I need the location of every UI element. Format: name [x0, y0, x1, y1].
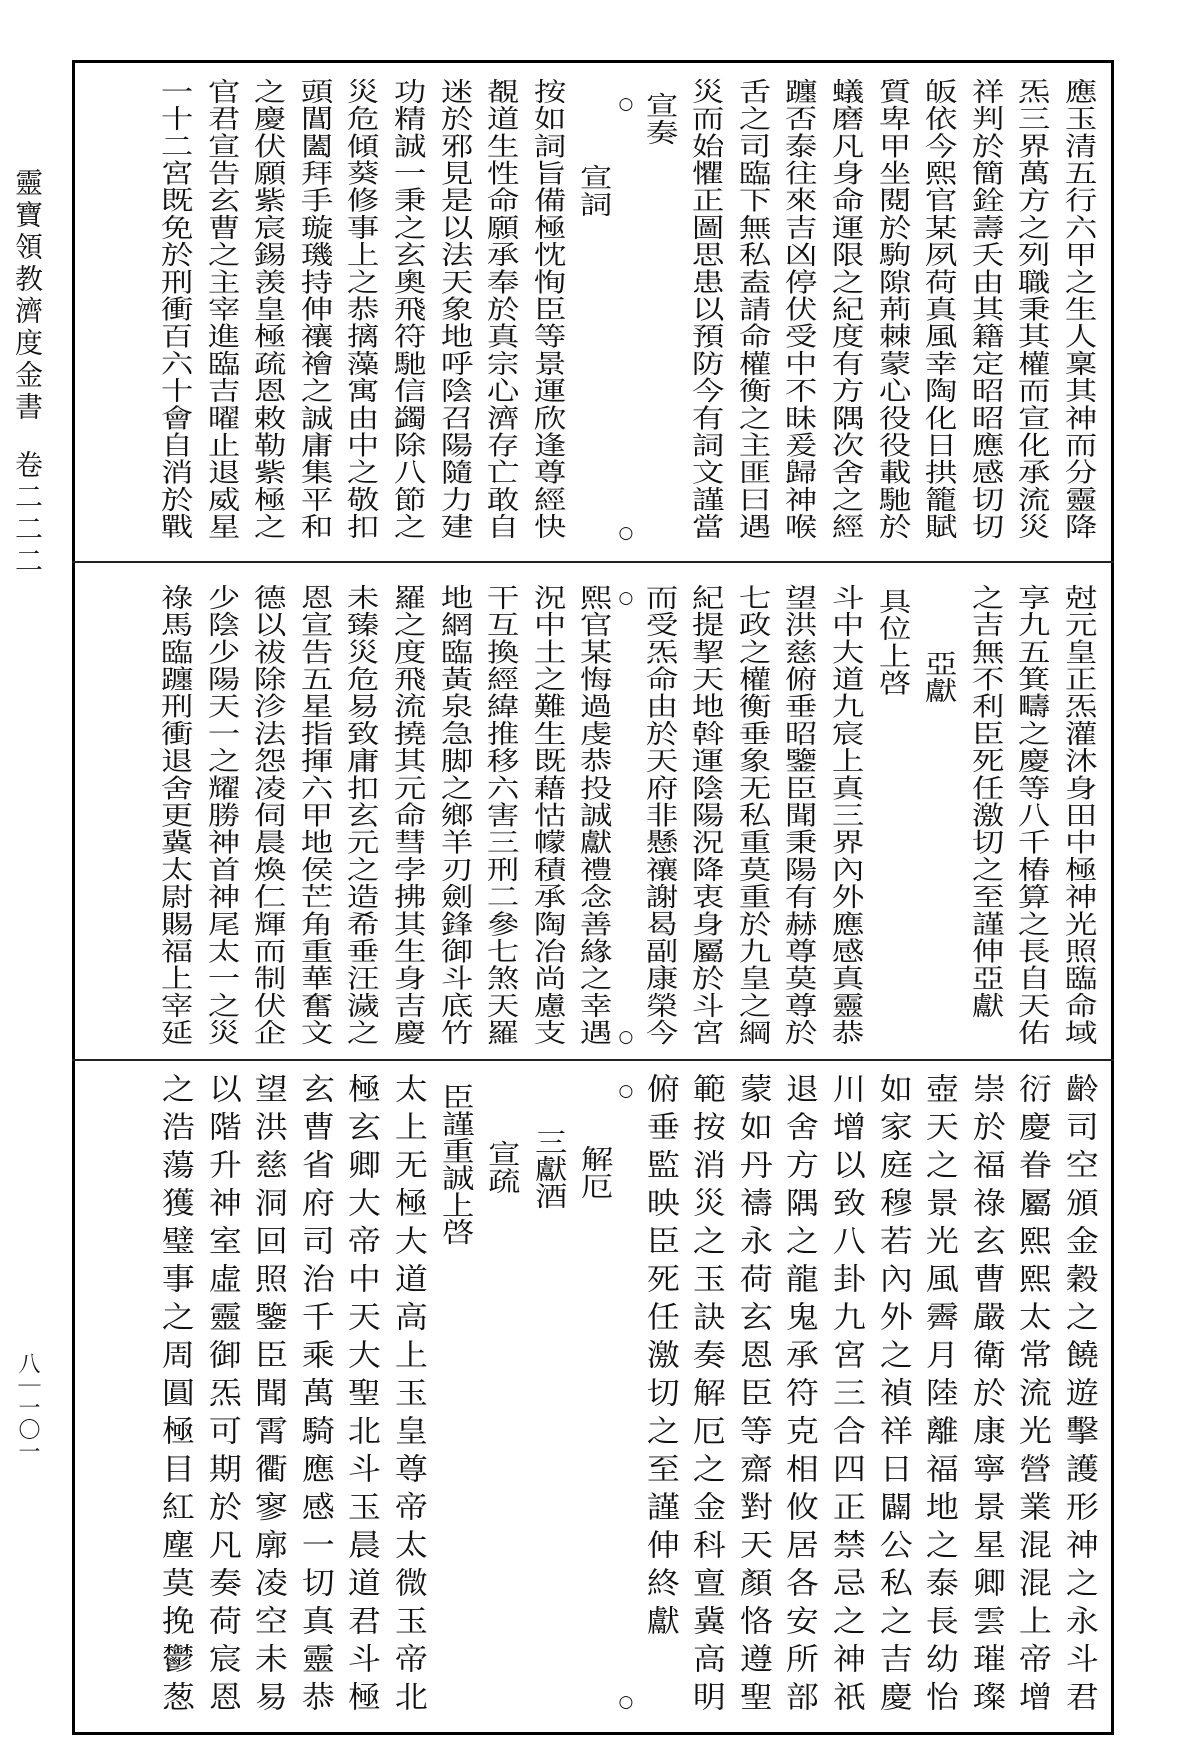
text-column: 功精誠一秉之玄奧飛符馳信蠲除八節之	[388, 78, 426, 541]
text-column: 熙官某悔過虔恭投誠獻禮念善緣之幸遇	[574, 584, 613, 1047]
volume-number: 卷二二二	[11, 450, 44, 578]
circle-mark: ○	[618, 1692, 634, 1712]
circle-mark-column	[618, 1073, 634, 1725]
text-column: 皈依今熙官某夙荷真風幸陶化日拱籠賦	[919, 78, 957, 541]
circle-mark: ○	[618, 588, 634, 608]
middle-register	[152, 584, 1100, 1054]
text-column: 覩道生性命願承奉於真宗心濟存亡敢自	[481, 78, 519, 541]
text-column: 齡司空頒金穀之饒遊擊護形神之永斗君	[1059, 1073, 1098, 1719]
section-heading: 宣奏	[639, 92, 678, 147]
text-column: 而受炁命由於天府非懸禳謝曷副康榮今	[639, 584, 678, 1047]
section-heading: 亞獻	[919, 650, 957, 705]
text-column: 一十二宮既免於刑衝百六十會自消於戰	[155, 78, 193, 541]
text-column: 質卑甲坐閱於駒隙荊棘蒙心役役載馳於	[872, 78, 911, 541]
text-column: 況中土之難生既藉怙幪積承陶冶尚慮支	[528, 584, 566, 1047]
section-heading: 宣詞	[574, 164, 613, 219]
text-column: 炁三界萬方之列職秉其權而宣化承流災	[1012, 78, 1051, 541]
text-column: 俯垂監映臣死任激切之至謹伸終獻	[639, 1073, 679, 1643]
page-number: 八｜一〇一	[15, 1352, 40, 1462]
text-column: 德以祓除沴法怨凌伺晨煥仁輝而制伏企	[248, 584, 286, 1047]
text-column: 恩宣告五星指揮六甲地侯芒角重華奮文	[295, 584, 333, 1047]
text-column: 災危傾葵修事上之恭摛藻寓由中之敬扣	[341, 78, 380, 541]
text-column: 望洪慈俯垂昭鑒臣聞秉陽有赫尊莫尊於	[779, 584, 818, 1047]
text-column: 干互換經緯推移六害三刑二參七煞天羅	[481, 584, 519, 1047]
text-column: 玄曹省府司治千乘萬騎應感一切真靈恭	[295, 1073, 334, 1719]
text-column: 退舍方隅之龍鬼承符克相攸居各安所部	[779, 1073, 819, 1719]
text-column: 舌之司臨下無私盍請命權衡之主匪曰遇	[732, 78, 771, 541]
text-column: 祥判於簡銓壽夭由其籍定昭昭應感切切	[965, 78, 1004, 541]
text-column: 地網臨黃泉急脚之鄉羊刃劍鋒御斗底竹	[434, 584, 473, 1047]
book-title: 靈寶領教濟度金書	[11, 168, 44, 424]
text-column: 躔否泰往來吉凶停伏受中不昧爰歸神喉	[779, 78, 818, 541]
text-column: 壺天之景光風霽月陸離福地之泰長幼怡	[919, 1073, 958, 1719]
circle-mark: ○	[618, 1081, 634, 1101]
text-column: 斗中大道九宸上真三界內外應感真靈恭	[826, 584, 864, 1047]
text-column: 未臻災危易致庸扣玄元之造希垂汪濊之	[341, 584, 380, 1047]
text-column: 蟻磨凡身命運限之紀度有方隅次舍之經	[826, 78, 864, 541]
section-heading: 具位上啓	[872, 588, 911, 697]
text-column: 羅之度飛流撓其元命彗孛拂其生身吉慶	[388, 584, 426, 1047]
text-column: 按如詞旨備極忱恂臣等景運欣逢尊經快	[528, 78, 566, 541]
text-column: 祿馬臨躔刑衝退舍更冀太尉賜福上宰延	[155, 584, 193, 1047]
text-column: 之慶伏願紫宸錫羡皇極疏恩敕勒紫極之	[248, 78, 286, 541]
circle-mark: ○	[618, 1027, 634, 1047]
text-column: 尅元皇正炁灌沐身田中極神光照臨命域	[1059, 584, 1097, 1047]
upper-register	[152, 78, 1100, 548]
text-column: 蒙如丹禱永荷玄恩臣等齋對天顏恪遵聖	[733, 1073, 772, 1719]
text-column: 頭閶闔拜手璇璣持伸禳禬之誠庸集平和	[295, 78, 333, 541]
text-column: 川增以致八卦九宮三合四正禁忌之神祇	[826, 1073, 865, 1719]
register-divider	[72, 1059, 1114, 1061]
text-column: 太上无極大道高上玉皇尊帝太微玉帝北	[388, 1073, 427, 1719]
text-column: 享九五箕疇之慶等八千椿算之長自天佑	[1012, 584, 1051, 1047]
text-column: 災而始懼正圖思患以預防今有詞文謹當	[686, 78, 724, 541]
circle-mark: ○	[618, 523, 634, 543]
text-column: 崇於福祿玄曹嚴衛於康寧景星卿雲璀璨	[965, 1073, 1005, 1719]
text-column: 迷於邪見是以法天象地呼陰召陽隨力建	[434, 78, 473, 541]
margin-running-title	[10, 168, 44, 578]
text-column: 紀提挈天地斡運陰陽況降衷身屬於斗宮	[686, 584, 724, 1047]
section-heading: 宣疏	[482, 1140, 520, 1194]
text-column: 官君宣告玄曹之主宰進臨吉曜止退威星	[201, 78, 240, 541]
text-column: 少陰少陽天一之耀勝神首神尾太一之災	[201, 584, 240, 1047]
text-column: 七政之權衡垂象无私重莫重於九皇之綱	[732, 584, 771, 1047]
circle-mark: ○	[618, 94, 634, 114]
text-column: 極玄卿大帝中天大聖北斗玉晨道君斗極	[341, 1073, 381, 1719]
lower-register	[152, 1073, 1100, 1725]
text-column: 範按消災之玉訣奏解厄之金科亶冀高明	[686, 1073, 725, 1719]
register-divider	[72, 561, 1114, 563]
section-heading: 三獻酒	[528, 1128, 566, 1209]
text-column: 衍慶眷屬熙熙太常流光營業混混上帝增	[1012, 1073, 1052, 1719]
text-column: 望洪慈洞回照鑒臣聞霄衢寥廓凌空未易	[248, 1073, 287, 1719]
text-column: 之吉無不利臣死任激切之至謹伸亞獻	[965, 584, 1004, 1020]
text-column: 之浩蕩獲璧事之周圓極目紅塵莫挽鬱葱	[155, 1073, 194, 1719]
section-heading: 解厄	[575, 1145, 613, 1199]
text-column: 應玉清五行六甲之生人稟其神而分靈降	[1059, 78, 1097, 541]
section-heading: 臣謹重誠上啓	[435, 1083, 473, 1245]
text-column: 以階升神室虛靈御炁可期於凡奏荷宸恩	[201, 1073, 241, 1719]
text-column: 如家庭穆若內外之禎祥日闢公私之吉慶	[872, 1073, 912, 1719]
